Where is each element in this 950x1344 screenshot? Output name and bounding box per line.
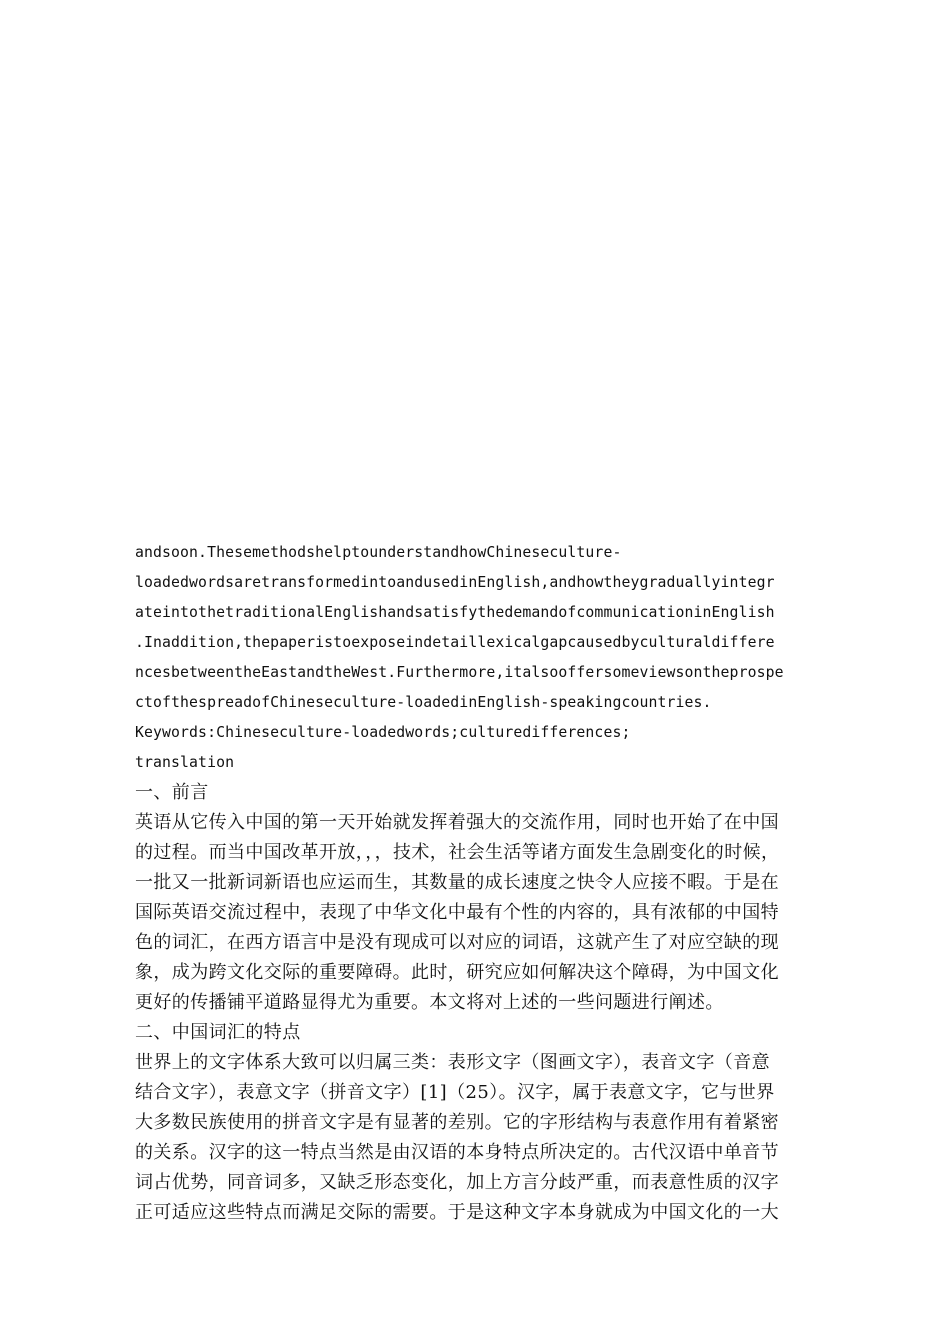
paragraph-line: 结合文字），表意文字（拼音文字）[1]（25）。汉字，属于表意文字，它与世界 — [135, 1082, 775, 1103]
paragraph-line: 象，成为跨文化交际的重要障碍。此时，研究应如何解决这个障碍，为中国文化 — [135, 962, 779, 983]
section-introduction — [135, 778, 825, 1018]
section-heading: 一、前言 — [135, 782, 209, 803]
abstract-line: ateintothetraditionalEnglishandsatisfythedemandofcommunicationinEnglish — [135, 604, 775, 621]
paragraph-line: 一批又一批新词新语也应运而生，其数量的成长速度之快令人应接不暇。于是在 — [135, 872, 779, 893]
paragraph-line: 正可适应这些特点而满足交际的需要。于是这种文字本身就成为中国文化的一大 — [135, 1202, 779, 1223]
paragraph-line: 色的词汇，在西方语言中是没有现成可以对应的词语，这就产生了对应空缺的现 — [135, 932, 779, 953]
section-characteristics — [135, 1018, 825, 1228]
paragraph-line: 的关系。汉字的这一特点当然是由汉语的本身特点所决定的。古代汉语中单音节 — [135, 1142, 779, 1163]
abstract-line: loadedwordsaretransformedintoandusedinEnglish,andhowtheygraduallyintegr — [135, 574, 775, 591]
abstract-line: ctofthespreadofChineseculture-loadedinEnglish-speakingcountries. — [135, 694, 712, 711]
paragraph-line: 国际英语交流过程中，表现了中华文化中最有个性的内容的，具有浓郁的中国特 — [135, 902, 779, 923]
abstract-line: andsoon.ThesemethodshelptounderstandhowChineseculture- — [135, 544, 622, 561]
keywords-line: Keywords:Chineseculture-loadedwords;culturedifferences; — [135, 724, 631, 741]
abstract-paragraph — [135, 538, 825, 718]
keywords — [135, 718, 825, 778]
abstract-line: ncesbetweentheEastandtheWest.Furthermore,italsooffersomeviewsontheprospe — [135, 664, 784, 681]
paragraph-line: 大多数民族使用的拼音文字是有显著的差别。它的字形结构与表意作用有着紧密 — [135, 1112, 779, 1133]
document-body — [135, 538, 825, 1228]
paragraph-line: 更好的传播铺平道路显得尤为重要。本文将对上述的一些问题进行阐述。 — [135, 992, 724, 1013]
abstract-line: .Inaddition,thepaperistoexposeindetaillexicalgapcausedbyculturaldiffere — [135, 634, 775, 651]
paragraph-line: 词占优势，同音词多，又缺乏形态变化，加上方言分歧严重，而表意性质的汉字 — [135, 1172, 779, 1193]
paragraph-line: 英语从它传入中国的第一天开始就发挥着强大的交流作用，同时也开始了在中国 — [135, 812, 779, 833]
paragraph-line: 世界上的文字体系大致可以归属三类：表形文字（图画文字），表音文字（音意 — [135, 1052, 770, 1073]
keywords-line: translation — [135, 754, 235, 771]
paragraph-line: 的过程。而当中国改革开放，，，技术，社会生活等诸方面发生急剧变化的时候， — [135, 842, 780, 863]
section-heading: 二、中国词汇的特点 — [135, 1022, 301, 1043]
